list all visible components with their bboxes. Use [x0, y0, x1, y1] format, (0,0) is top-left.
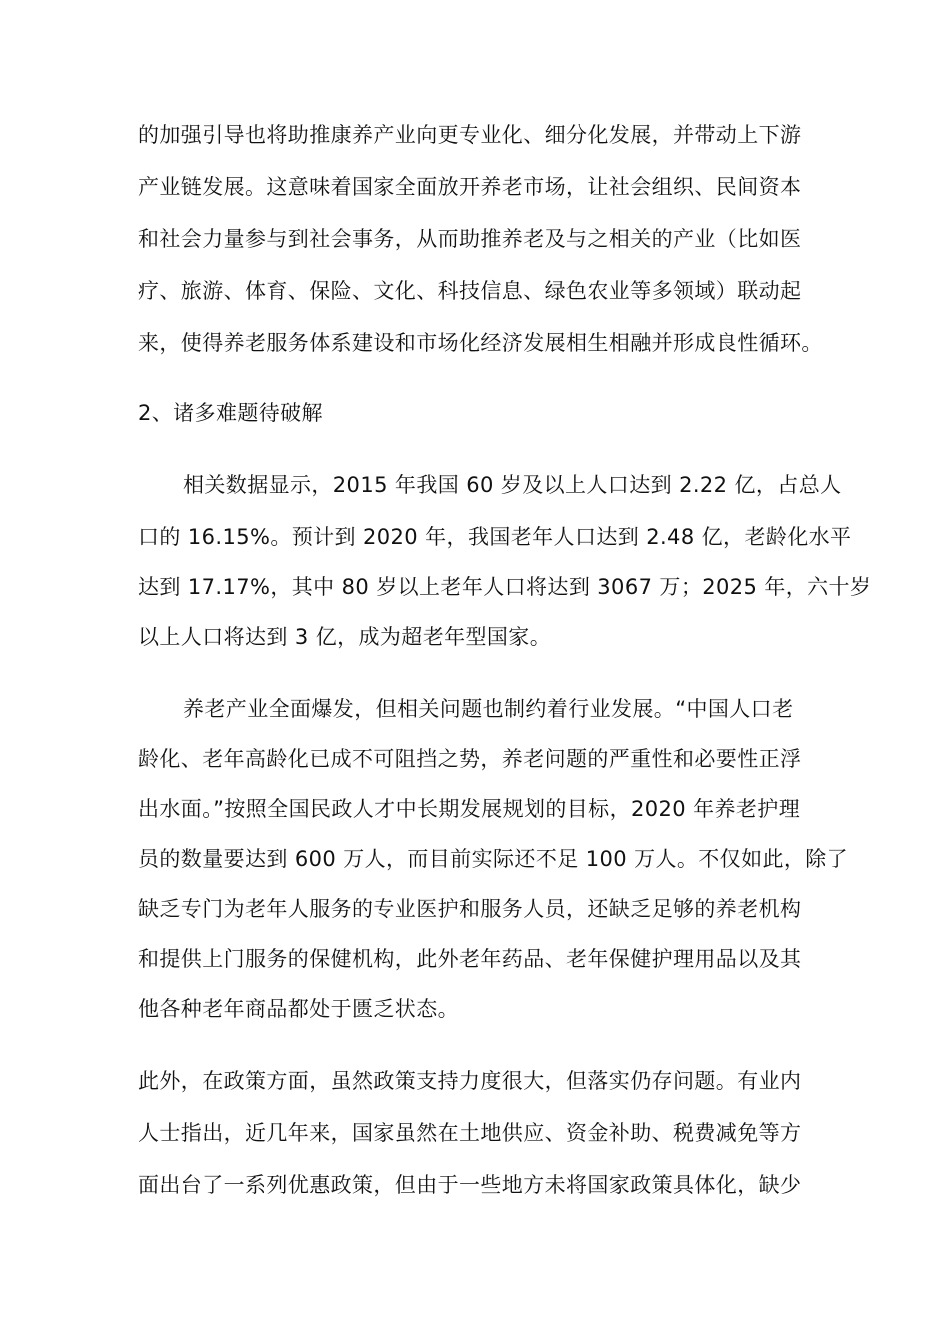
paragraph-3-line-2: 龄化、老年高龄化已成不可阻挡之势，养老问题的严重性和必要性正浮 [138, 747, 802, 771]
paragraph-3-line-5: 缺乏专门为老年人服务的专业医护和服务人员，还缺乏足够的养老机构 [138, 897, 802, 921]
section-heading: 2、诸多难题待破解 [138, 401, 323, 425]
paragraph-2-line-3: 达到 17.17%，其中 80 岁以上老年人口将达到 3067 万；2025 年，六十岁 [138, 575, 872, 599]
paragraph-2-line-2: 口的 16.15%。预计到 2020 年，我国老年人口达到 2.48 亿，老龄化水平 [138, 525, 852, 549]
paragraph-1-line-5: 来，使得养老服务体系建设和市场化经济发展相生相融并形成良性循环。 [138, 331, 823, 355]
paragraph-1-line-4: 疗、旅游、体育、保险、文化、科技信息、绿色农业等多领域）联动起 [138, 279, 802, 303]
paragraph-3-line-7: 他各种老年商品都处于匮乏状态。 [138, 997, 459, 1021]
paragraph-1-line-3: 和社会力量参与到社会事务，从而助推养老及与之相关的产业（比如医 [138, 227, 802, 251]
paragraph-3-line-1: 养老产业全面爆发，但相关问题也制约着行业发展。“中国人口老 [183, 697, 794, 721]
paragraph-4-line-3: 面出台了一系列优惠政策，但由于一些地方未将国家政策具体化，缺少 [138, 1173, 802, 1197]
paragraph-4-line-2: 人士指出，近几年来，国家虽然在土地供应、资金补助、税费减免等方 [138, 1121, 802, 1145]
paragraph-1-line-1: 的加强引导也将助推康养产业向更专业化、细分化发展，并带动上下游 [138, 123, 802, 147]
paragraph-4-line-1: 此外，在政策方面，虽然政策支持力度很大，但落实仍存问题。有业内 [138, 1069, 802, 1093]
paragraph-3-line-6: 和提供上门服务的保健机构，此外老年药品、老年保健护理用品以及其 [138, 947, 802, 971]
paragraph-3-line-3: 出水面。”按照全国民政人才中长期发展规划的目标，2020 年养老护理 [138, 797, 801, 821]
paragraph-2-line-1: 相关数据显示，2015 年我国 60 岁及以上人口达到 2.22 亿，占总人 [183, 473, 842, 497]
paragraph-1-line-2: 产业链发展。这意味着国家全面放开养老市场，让社会组织、民间资本 [138, 175, 802, 199]
paragraph-3-line-4: 员的数量要达到 600 万人，而目前实际还不足 100 万人。不仅如此，除了 [138, 847, 849, 871]
paragraph-2-line-4: 以上人口将达到 3 亿，成为超老年型国家。 [138, 625, 552, 649]
